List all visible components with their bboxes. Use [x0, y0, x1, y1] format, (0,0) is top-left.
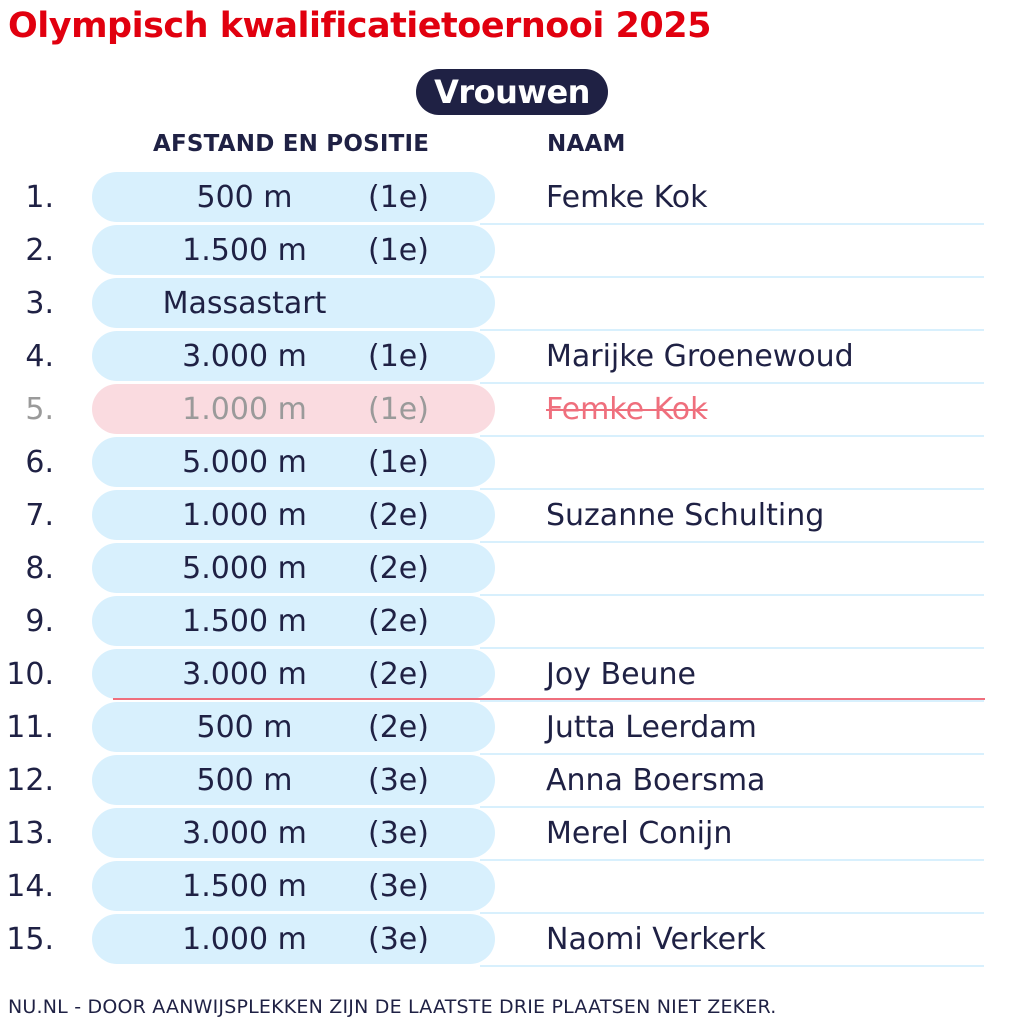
row-number: 11.: [6, 709, 54, 745]
page-title: Olympisch kwalificatietoernooi 2025: [8, 6, 711, 46]
table-row: [0, 596, 1024, 649]
row-divider: [480, 965, 984, 967]
qualification-cutoff-line: [113, 698, 985, 700]
row-position: (3e): [368, 921, 429, 957]
row-name: Suzanne Schulting: [546, 497, 825, 533]
row-position: (1e): [368, 232, 429, 268]
row-name: Merel Conijn: [546, 815, 733, 851]
row-name-struck: Femke Kok: [546, 391, 708, 427]
row-position: (2e): [368, 603, 429, 639]
row-number: 4.: [25, 338, 54, 374]
row-distance: 3.000 m: [182, 656, 307, 692]
table-row: [0, 490, 1024, 543]
table-row: [0, 543, 1024, 596]
row-distance: 1.000 m: [182, 497, 307, 533]
row-name: Anna Boersma: [546, 762, 766, 798]
row-distance: 500 m: [196, 179, 293, 215]
row-position: (3e): [368, 868, 429, 904]
ranking-list: [0, 172, 1024, 967]
row-number: 13.: [6, 815, 54, 851]
row-distance: 1.000 m: [182, 391, 307, 427]
row-position: (1e): [368, 391, 429, 427]
row-distance: 3.000 m: [182, 338, 307, 374]
row-position: (2e): [368, 497, 429, 533]
row-number: 12.: [6, 762, 54, 798]
row-position: (1e): [368, 444, 429, 480]
row-number: 10.: [6, 656, 54, 692]
row-name: Femke Kok: [546, 179, 708, 215]
footer-note: NU.NL - DOOR AANWIJSPLEKKEN ZIJN DE LAATSTE DRIE PLAATSEN NIET ZEKER.: [8, 996, 777, 1018]
table-row: [0, 914, 1024, 967]
row-number: 15.: [6, 921, 54, 957]
table-row: [0, 331, 1024, 384]
row-position: (2e): [368, 550, 429, 586]
row-number: 3.: [25, 285, 54, 321]
row-distance: 500 m: [196, 762, 293, 798]
row-name: Marijke Groenewoud: [546, 338, 854, 374]
table-row: [0, 225, 1024, 278]
row-number: 6.: [25, 444, 54, 480]
category-badge: Vrouwen: [416, 69, 608, 115]
row-distance: 5.000 m: [182, 444, 307, 480]
row-position: (1e): [368, 179, 429, 215]
table-row: [0, 861, 1024, 914]
row-distance: 1.500 m: [182, 232, 307, 268]
row-distance: 1.500 m: [182, 868, 307, 904]
row-distance: 1.500 m: [182, 603, 307, 639]
row-distance: 1.000 m: [182, 921, 307, 957]
row-number: 14.: [6, 868, 54, 904]
row-number: 5.: [25, 391, 54, 427]
table-row: [0, 649, 1024, 702]
row-number: 2.: [25, 232, 54, 268]
row-number: 1.: [25, 179, 54, 215]
table-row: [0, 172, 1024, 225]
row-position: (2e): [368, 656, 429, 692]
row-position: (2e): [368, 709, 429, 745]
row-position: (1e): [368, 338, 429, 374]
row-number: 8.: [25, 550, 54, 586]
row-number: 9.: [25, 603, 54, 639]
table-row-struck: [0, 384, 1024, 437]
row-distance: Massastart: [162, 285, 327, 321]
row-position: (3e): [368, 815, 429, 851]
table-row: [0, 278, 1024, 331]
table-row: [0, 437, 1024, 490]
table-row: [0, 702, 1024, 755]
header-afstand: AFSTAND EN POSITIE: [153, 131, 430, 157]
row-name: Naomi Verkerk: [546, 921, 766, 957]
table-row: [0, 808, 1024, 861]
row-name: Jutta Leerdam: [546, 709, 757, 745]
table-row: [0, 755, 1024, 808]
row-position: (3e): [368, 762, 429, 798]
row-distance: 500 m: [196, 709, 293, 745]
row-distance: 3.000 m: [182, 815, 307, 851]
row-name: Joy Beune: [546, 656, 697, 692]
row-number: 7.: [25, 497, 54, 533]
header-naam: NAAM: [547, 131, 626, 157]
row-distance: 5.000 m: [182, 550, 307, 586]
